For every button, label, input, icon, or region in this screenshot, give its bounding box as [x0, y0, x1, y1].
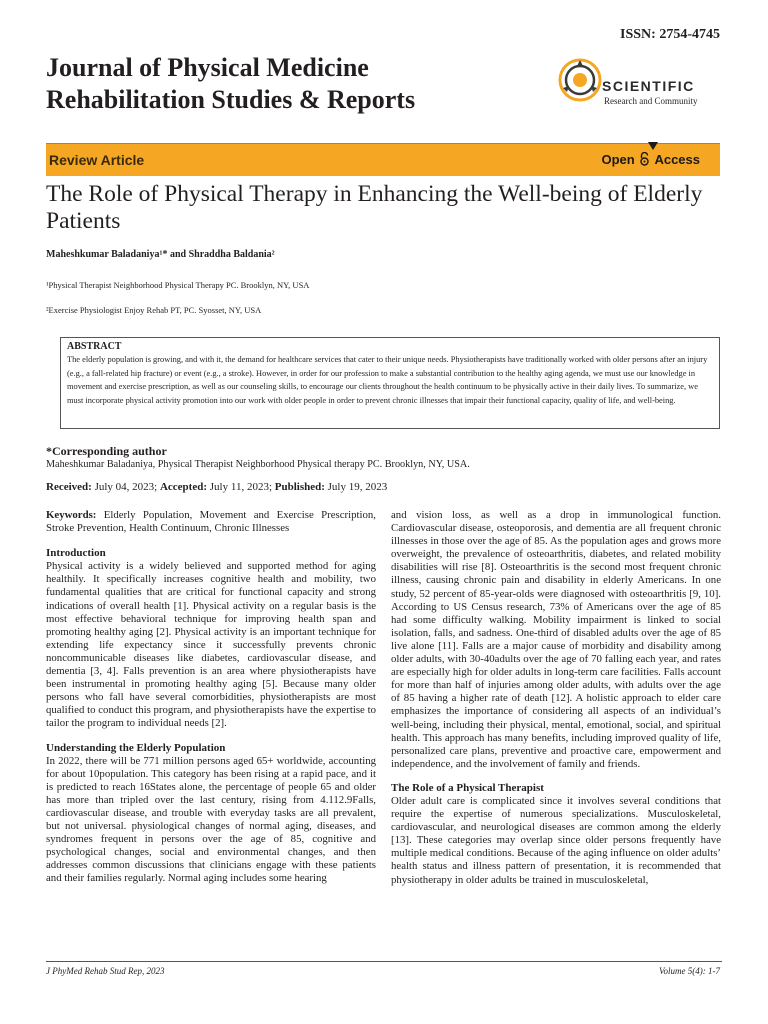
- logo-subtext: Research and Community: [604, 96, 698, 106]
- published-date: July 19, 2023: [327, 481, 388, 493]
- introduction-text: Physical activity is a widely believed and supported method for aging healthily. It specifically increases cognitive health and mobility, two fundamental qualities that are critical for functional capacity and strong indications of overall health [1]. Physical activity on a regular basis is the most effective behavioral technique for improving health span and promoting healthy aging [2]. Physical activity is an important technique for extending life expectancy since it successfully prevents chronic noncommunicable diseases like diabetes, cardiovascular disease, and dementia [3, 4]. Falls prevention is an area where physiotherapists have been instrumental in promoting healthy aging [5]. Because many older persons who fall have several comorbidities, physiotherapists are most qualified to conduct this program, and physiotherapists have the expertise to tailor the program to individual needs [2].: [46, 560, 376, 730]
- corresponding-author-heading: *Corresponding author: [46, 444, 167, 458]
- open-access-part2: Access: [654, 152, 700, 167]
- keywords-label: Keywords:: [46, 509, 97, 521]
- elderly-population-heading: Understanding the Elderly Population: [46, 741, 226, 754]
- affiliation-2: ²Exercise Physiologist Enjoy Rehab PT, PC. Syosset, NY, USA: [46, 305, 262, 315]
- footer-divider: [46, 961, 722, 962]
- article-type-label: Review Article: [49, 152, 145, 168]
- article-type-banner: [46, 143, 720, 176]
- received-label: Received:: [46, 481, 92, 493]
- introduction-heading: Introduction: [46, 547, 106, 560]
- open-access-part1: Open: [601, 152, 635, 167]
- abstract-heading: ABSTRACT: [67, 341, 122, 352]
- open-access-label: [601, 152, 700, 167]
- physical-therapist-role-text: Older adult care is complicated since it involves several conditions that require the expertise of numerous specializations. Musculoskeletal, cardiovascular, and neurological diseases are common among the elderly [13]. These categories may overlap since older persons frequently have multiple medical conditions. Because of the aging influence on older adults’ health status and illness pattern of presentation, it is recommended that physiotherapy in older adults be trained in musculoskeletal,: [391, 794, 721, 886]
- corresponding-author-text: Maheshkumar Baladaniya, Physical Therapist Neighborhood Physical therapy PC. Brooklyn, NY, USA.: [46, 459, 470, 470]
- publication-dates: [46, 481, 387, 493]
- body-left-column: [46, 509, 376, 886]
- published-label: Published:: [274, 481, 325, 493]
- abstract-text: The elderly population is growing, and with it, the demand for healthcare services that cater to their unique needs. Physiotherapists have traditionally worked with older persons after an injury (e.g., a fall-related hip fracture) or event (e.g., a stroke). However, in order for our profession to make a substantial contribution to the healthy aging agenda, we must use our knowledge in movement and exercise prescription, as well as our counseling skills, to encourage our clients throughout the health continuum to be physically active in their daily lives. To summarize, we must incorporate physical activity promotion into our work with older people in order to prevent chronic illnesses that impair their functional capacity, quality of life, and well-being.: [67, 355, 708, 406]
- footer-citation: J PhyMed Rehab Stud Rep, 2023: [46, 966, 165, 976]
- affiliation-1: ¹Physical Therapist Neighborhood Physical Therapy PC. Brooklyn, NY, USA: [46, 280, 310, 290]
- accepted-label: Accepted:: [159, 481, 208, 493]
- publisher-logo: [558, 58, 728, 108]
- keywords-paragraph: [46, 509, 376, 535]
- received-date: July 04, 2023;: [94, 481, 158, 493]
- open-lock-icon: [639, 152, 650, 166]
- logo-emblem-icon: [558, 58, 602, 102]
- right-column-text: and vision loss, as well as a drop in immunological function. Cardiovascular disease, osteoporosis, and dementia are all frequent chronic illnesses in those over the age of 85. As the population ages and grows more overweight, the prevalence of osteoarthritis, diabetes, and related mobility disabilities will rise [8]. Osteoarthritis is the second most frequent chronic illness, causing chronic pain and disability in elderly Americans. In one study, 52 percent of 85-year-olds were diagnosed with osteoarthritis [9, 10]. According to US Census research, 73% of Americans over the age of 85 had some difficulty walking. Mobility impairment is linked to social isolation, falls, and sadness. One-third of disabled adults over the age of 85 live alone [11]. Falls are a major cause of morbidity and disability among older adults, with 30-40adults over the age of 70 falling each year, and rates are especially high for older adults in long-term care facilities. Falls account for more than half of injuries among older adults, with adults over the age of 85 having a higher rate of death [12]. A holistic approach to elder care emphasizes the importance of considering all aspects of an individual’s well-being, including their physical, mental, emotional, social, and spiritual health. This approach has many benefits, including improved quality of life, personalized care plans, preventive and proactive care, empowerment and independence, and the involvement of family and friends.: [391, 509, 721, 770]
- journal-title-line1: Journal of Physical Medicine: [46, 53, 369, 82]
- abstract-box: [60, 337, 720, 429]
- keywords-text: Elderly Population, Movement and Exercise Prescription, Stroke Prevention, Health Continuum, Chronic Illnesses: [46, 509, 377, 535]
- journal-title-line2: Rehabilitation Studies & Reports: [46, 85, 416, 114]
- elderly-population-text: In 2022, there will be 771 million persons aged 65+ worldwide, accounting for about 10population. This category has been rising at a rapid pace, and it is predicted to reach 16States alone, the percentage of people 65 and older has more than tripled over the last century, rising from 4.112.9Falls, cardiovascular disease, and trouble with everyday tasks are all prevalent, but not universal. physiological changes of normal aging, diseases, and syndromes frequent in persons over the age of 85, cognitive and psychological changes, social and environmental changes, and then addresses common discussions that clinicians engage with these patients and their families regularly. Normal aging includes some hearing: [46, 754, 376, 885]
- journal-title: [46, 52, 506, 116]
- footer-volume: Volume 5(4): 1-7: [659, 966, 720, 976]
- issn-label: ISSN: 2754-4745: [620, 27, 720, 42]
- banner-marker-icon: [648, 142, 658, 150]
- physical-therapist-role-heading: The Role of a Physical Therapist: [391, 781, 544, 794]
- accepted-date: July 11, 2023;: [209, 481, 273, 493]
- author-list: Maheshkumar Baladaniya¹* and Shraddha Baldania²: [46, 249, 275, 260]
- logo-text: SCIENTIFIC: [602, 78, 695, 94]
- body-right-column: [391, 509, 721, 887]
- article-title: The Role of Physical Therapy in Enhancing the Well-being of Elderly Patients: [46, 181, 703, 234]
